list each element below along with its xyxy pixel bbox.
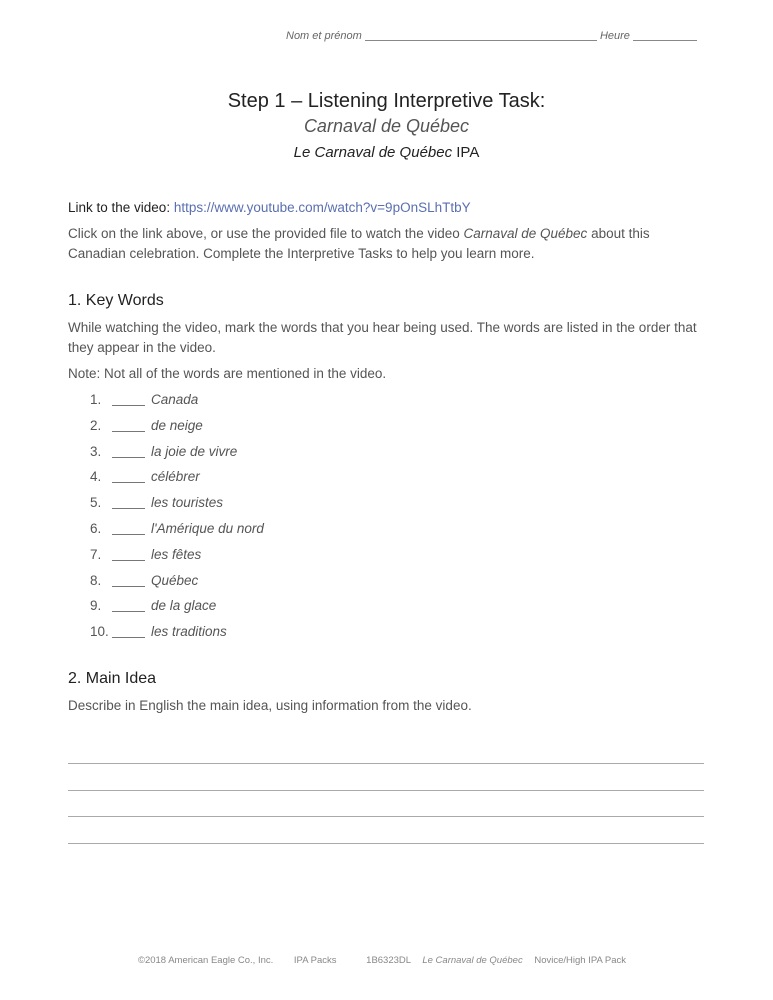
footer-pack-suffix: Novice/High IPA Pack xyxy=(531,955,627,966)
item-number: 3. xyxy=(90,443,102,459)
ipa-title xyxy=(0,142,773,164)
item-number: 4. xyxy=(90,469,102,485)
item-word: Canada xyxy=(151,392,199,407)
answer-blank[interactable] xyxy=(112,637,145,638)
item-word: de neige xyxy=(151,417,203,433)
section-main-idea-heading: 2. Main Idea xyxy=(68,669,157,687)
title-block xyxy=(0,88,773,164)
list-item xyxy=(68,571,704,597)
answer-blank[interactable] xyxy=(112,560,145,561)
main-idea-instruction: Describe in English the main idea, using information from the video. xyxy=(68,697,472,713)
answer-blank[interactable] xyxy=(112,482,145,483)
intro-paragraph xyxy=(68,224,704,264)
item-word: célébrer xyxy=(151,469,200,485)
list-item xyxy=(68,545,704,571)
answer-blank[interactable] xyxy=(112,534,145,535)
section-key-words-heading: 1. Key Words xyxy=(68,292,164,309)
item-number: 2. xyxy=(90,417,102,433)
item-word: de la glace xyxy=(151,598,217,614)
intro-text-after: about this Canadian celebration. Complete the Interpretive Tasks to help you learn more. xyxy=(68,226,650,261)
list-item xyxy=(68,442,704,468)
item-number: 5. xyxy=(90,495,102,511)
item-word: les touristes xyxy=(151,495,224,511)
time-blank xyxy=(633,40,697,41)
key-words-instruction: While watching the video, mark the words that you hear being used. The words are listed in the order that they appear in the video. xyxy=(68,320,697,355)
list-item xyxy=(68,596,704,622)
list-item xyxy=(68,622,704,648)
ipa-title-suffix: IPA xyxy=(452,144,480,161)
item-number: 7. xyxy=(90,546,102,562)
intro-text-italic: Carnaval de Québec xyxy=(463,226,588,241)
answer-blank[interactable] xyxy=(112,586,145,587)
item-number: 6. xyxy=(90,520,102,536)
page-subtitle: Carnaval de Québec xyxy=(303,116,470,136)
footer-copyright: ©2018 American Eagle Co., Inc. xyxy=(137,955,274,966)
item-number: 10. xyxy=(90,624,109,640)
item-word: les traditions xyxy=(151,624,227,640)
footer-packs: IPA Packs xyxy=(293,955,337,966)
intro-text-before: Click on the link above, or use the provided file to watch the video xyxy=(68,226,464,241)
item-word: Québec xyxy=(151,572,199,588)
answer-blank[interactable] xyxy=(112,431,145,432)
video-link[interactable]: https://www.youtube.com/watch?v=9pOnSLhTtbY xyxy=(173,200,471,215)
item-word: l'Amérique du nord xyxy=(151,520,264,536)
answer-line[interactable] xyxy=(68,791,704,818)
footer-pack-title xyxy=(357,955,635,966)
item-word: la joie de vivre xyxy=(151,443,238,459)
item-word: les fêtes xyxy=(151,546,202,562)
answer-line[interactable] xyxy=(68,738,704,765)
key-words-note: Note: Not all of the words are mentioned in the video. xyxy=(68,366,387,381)
item-number: 8. xyxy=(90,572,102,588)
answer-blank[interactable] xyxy=(112,611,145,612)
answer-blank[interactable] xyxy=(112,508,145,509)
answer-blank[interactable] xyxy=(112,457,145,458)
answer-blank[interactable] xyxy=(112,405,145,406)
answer-line[interactable] xyxy=(68,817,704,844)
list-item xyxy=(68,467,704,493)
footer-pack-italic: Le Carnaval de Québec xyxy=(422,955,523,966)
list-item xyxy=(68,519,704,545)
name-label: Nom et prénom xyxy=(286,30,362,42)
video-link-label: Link to the video: xyxy=(68,200,174,215)
answer-line[interactable] xyxy=(68,764,704,791)
main-idea-answer-area[interactable] xyxy=(68,738,704,844)
time-label: Heure xyxy=(599,30,630,42)
name-blank xyxy=(365,40,597,41)
page-title: Step 1 – Listening Interpretive Task: xyxy=(227,90,546,112)
page-footer xyxy=(0,955,773,966)
list-item xyxy=(68,390,704,416)
footer-code: 1B6323DL xyxy=(366,955,414,966)
video-link-line xyxy=(68,198,704,218)
worksheet-content xyxy=(68,198,704,844)
ipa-title-italic: Le Carnaval de Québec xyxy=(293,144,453,161)
item-number: 1. xyxy=(90,392,102,407)
list-item xyxy=(68,493,704,519)
list-item xyxy=(68,416,704,442)
item-number: 9. xyxy=(90,598,102,614)
key-words-list xyxy=(68,390,704,648)
name-time-header xyxy=(286,30,706,42)
